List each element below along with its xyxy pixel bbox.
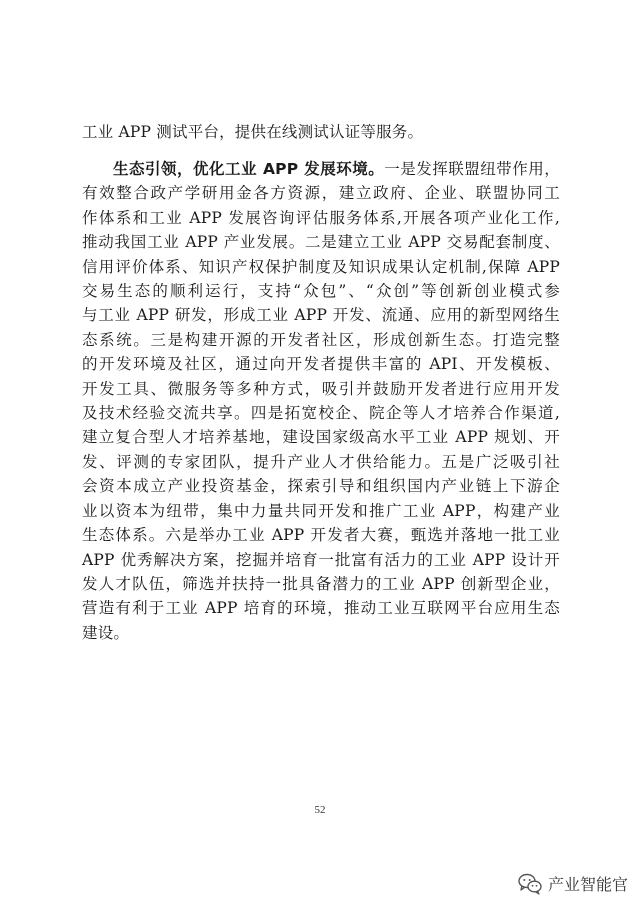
page-number: 52	[314, 804, 326, 816]
body-paragraph	[82, 157, 560, 645]
text-line: 信用评价体系、知识产权保护制度及知识成果认定机制,保障 APP	[82, 257, 560, 276]
continued-text	[82, 120, 560, 144]
watermark-text: 产业智能官	[547, 875, 628, 894]
text-line: 工业 APP 测试平台，提供在线测试认证等服务。	[82, 123, 424, 141]
text-line: 有效整合政产学研用金各方资源，建立政府、企业、联盟协同工	[82, 184, 560, 203]
wechat-icon	[518, 873, 542, 895]
text-line: 会资本成立产业投资基金，探索引导和组织国内产业链上下游企	[82, 477, 560, 496]
paragraph-first-line-rest: 一是发挥联盟纽带作用，	[384, 160, 561, 178]
text-line: APP 优秀解决方案，挖掘并培育一批富有活力的工业 APP 设计开	[82, 550, 560, 569]
text-line: 的开发环境及社区，通过向开发者提供丰富的 API、开发模板、	[82, 355, 560, 374]
paragraph-lead-heading: 生态引领，优化工业 APP 发展环境。	[113, 160, 385, 178]
text-line: 业以资本为纽带，集中力量共同开发和推广工业 APP，构建产业	[82, 501, 560, 520]
text-line: 建立复合型人才培养基地，建设国家级高水平工业 APP 规划、开	[82, 428, 560, 447]
text-line: 态系统。三是构建开源的开发者社区，形成创新生态。打造完整	[82, 330, 560, 349]
text-line: 营造有利于工业 APP 培育的环境，推动工业互联网平台应用生态	[82, 599, 560, 618]
text-line: 建设。	[82, 623, 130, 642]
text-line: 发人才队伍，筛选并扶持一批具备潜力的工业 APP 创新型企业，	[82, 574, 560, 593]
text-line: 推动我国工业 APP 产业发展。二是建立工业 APP 交易配套制度、	[82, 233, 560, 252]
text-line: 发、评测的专家团队，提升产业人才供给能力。五是广泛吸引社	[82, 452, 560, 471]
text-line: 交易生态的顺利运行，支持“众包”、“众创”等创新创业模式参	[82, 282, 560, 301]
wechat-watermark	[518, 872, 628, 895]
paragraph-first-line	[82, 157, 560, 181]
text-line: 及技术经验交流共享。四是拓宽校企、院企等人才培养合作渠道,	[82, 404, 560, 423]
text-line: 与工业 APP 研发，形成工业 APP 开发、流通、应用的新型网络生	[82, 306, 560, 325]
text-line: 作体系和工业 APP 发展咨询评估服务体系,开展各项产业化工作,	[82, 208, 560, 227]
text-line: 生态体系。六是举办工业 APP 开发者大赛，甄选并落地一批工业	[82, 526, 560, 545]
text-line: 开发工具、微服务等多种方式，吸引并鼓励开发者进行应用开发	[82, 379, 560, 398]
